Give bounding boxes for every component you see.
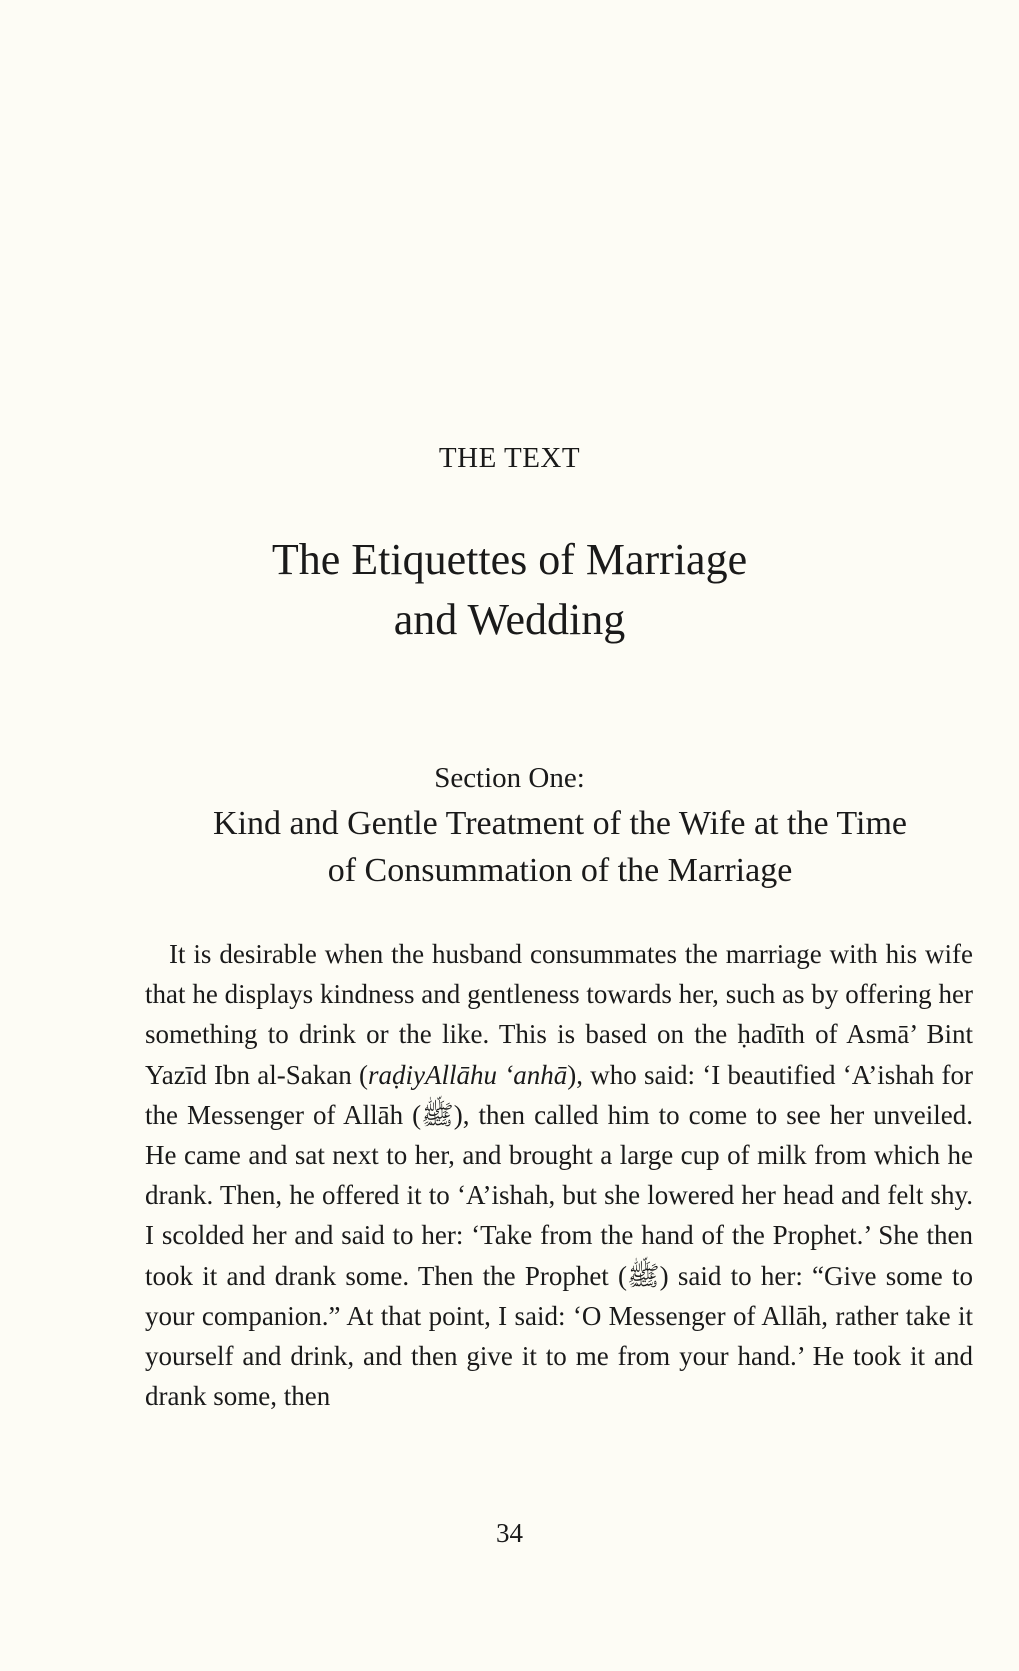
body-text-part-1: It is desirable when the husband consummates the marriage with his wife that he displays kindness and gentleness towards her, such as by offering her something to drink or the like. This is based on the ḥadīth of Asmā’ Bint Yazīd Ibn al-Sakan ( [145,939,973,1090]
section-title-line-1: Kind and Gentle Treatment of the Wife at the Time [213,805,907,842]
section-title [140,800,980,894]
chapter-title [0,530,1019,650]
section-label: Section One: [434,762,585,794]
body-text-italic: raḍiyAllāhu ‘anhā [368,1059,568,1090]
chapter-title-line-1: The Etiquettes of Marriage [271,535,748,584]
chapter-title-line-2: and Wedding [393,595,626,644]
running-head: THE TEXT [438,442,581,474]
body-text-part-2: ), who said: ‘I beautified ‘A’ishah for the Messenger of Allāh (ﷺ), then called him to come to see her unveiled. He came and sat next to her, and brought a large cup of milk from which he drank. Then, he offered it to ‘A’ishah, but she lowered her head and felt shy. I scolded her and said to her: ‘Take from the hand of the Prophet.’ She then took it and drank some. Then the Prophet (ﷺ) said to her: “Give some to your companion.” At that point, I said: ‘O Messenger of Allāh, rather take it yourself and drink, and then give it to me from your hand.’ He took it and drank some, then [145,1059,973,1412]
body-paragraph [145,934,973,1416]
section-title-line-2: of Consummation of the Marriage [327,852,793,889]
page-number: 34 [496,1518,523,1548]
